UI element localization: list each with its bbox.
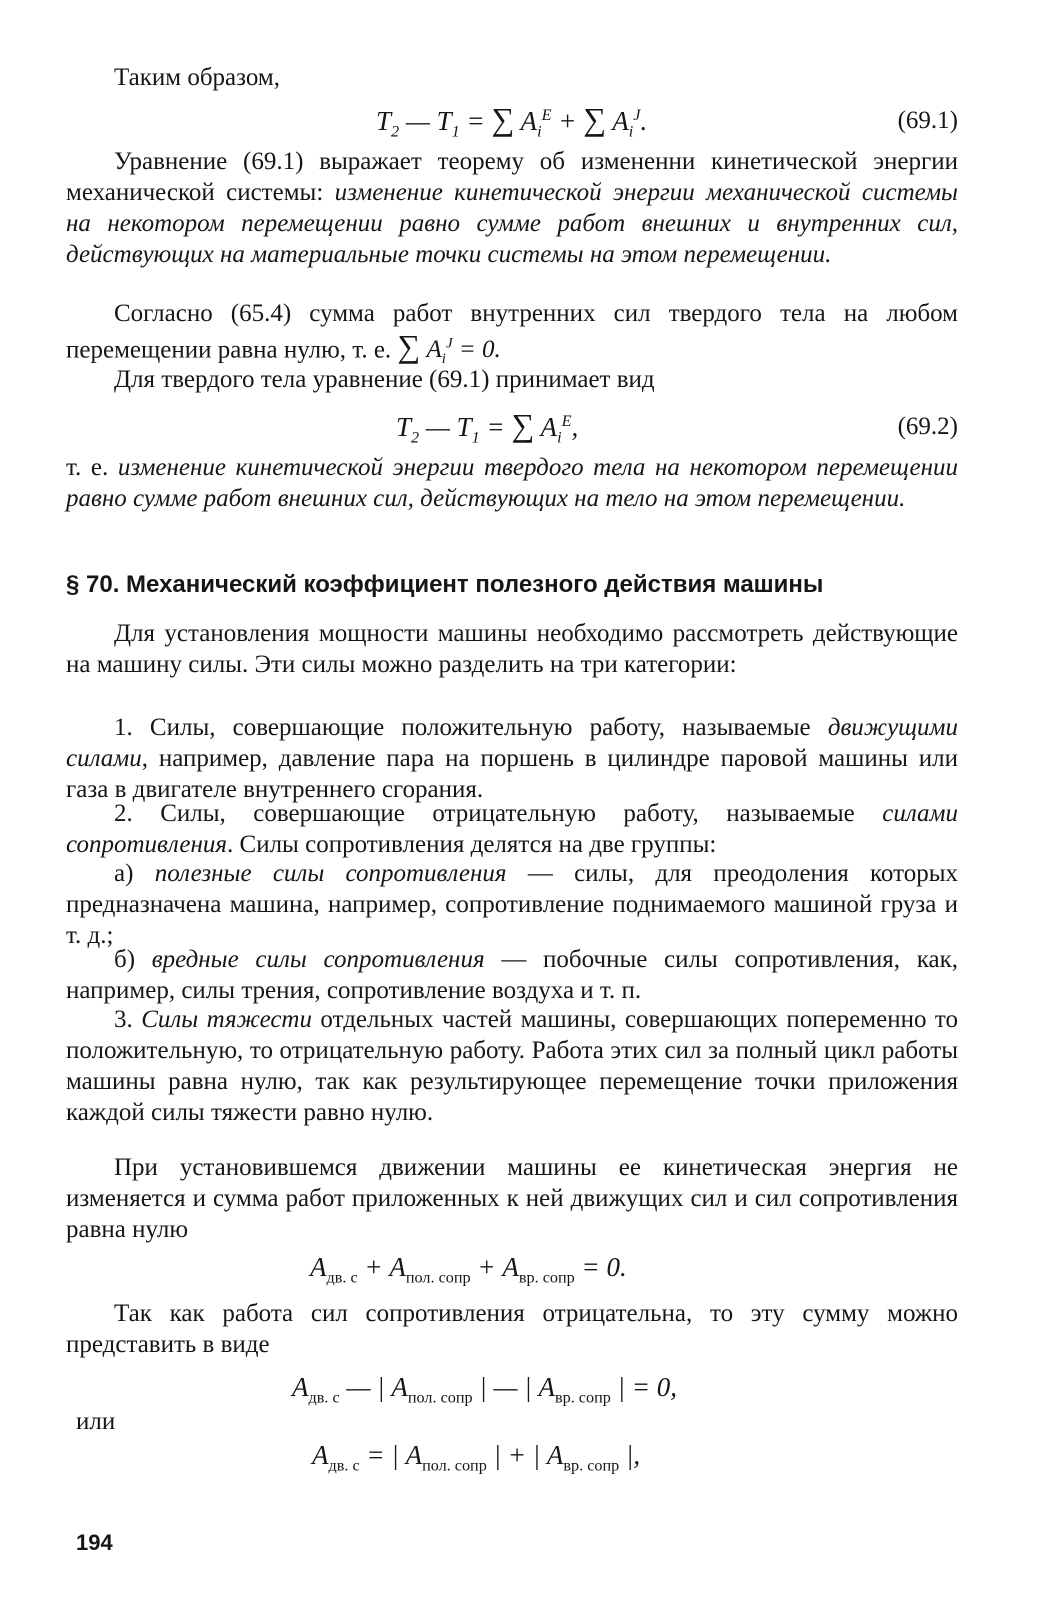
resistance-forces-item: 2. Силы, совершающие отрицательную работу, называемые силами сопротивления. Силы сопротивления делятся на две группы: [66,800,958,858]
equation-number: (69.2) [897,413,958,440]
internal-forces-paragraph: Согласно (65.4) сумма работ внутренних сил твердого тела на любом перемещении равна нулю, т. е. ∑ $A_i^J = 0$. [66,300,958,368]
theorem-paragraph: Уравнение (69.1) выражает теорему об измененни кинетической энергии механической системы: изменение кинетической энергии механической системы на некотором перемещении равно сумме работ внешних и внутренних сил, действующих на материальные точки системы на этом перемещении. [66,148,958,268]
rigid-body-paragraph: Для твердого тела уравнение (69.1) принимает вид [114,366,655,393]
absolute-work-equation: $A_{дв. с}$ — | $A_{пол. сопр}$ | — | $A_{вр. сопр}$ | = 0, [292,1372,677,1407]
equation-69-1: $T_2$ — $T_1$ = ∑ $A_i^E$ + ∑ $A_i^J$. [376,101,648,141]
or-word: или [76,1408,116,1435]
negative-work-paragraph: Так как работа сил сопротивления отрицательна, то эту сумму можно представить в виде [66,1300,958,1358]
harmful-resistance-item: б) вредные силы сопротивления — побочные силы сопротивления, как, например, силы трения, сопротивление воздуха и т. п. [66,946,959,1004]
steady-motion-paragraph: При установившемся движении машины ее кинетическая энергия не изменяется и сумма работ приложенных к ней движущих сил и сил сопротивления равна нулю [66,1154,958,1243]
rigid-body-theorem: т. е. изменение кинетической энергии твердого тела на некотором перемещении равно сумме работ внешних сил, действующих на тело на этом перемещении. [66,454,958,512]
page-number: 194 [76,1530,113,1555]
work-balance-equation: $A_{дв. с} + A_{пол. сопр} + A_{вр. сопр} = 0$. [310,1252,627,1287]
gravity-forces-item: 3. Силы тяжести отдельных частей машины, совершающих попеременно то положительную, то отрицательную работу. Работа этих сил за полный цикл работы машины равна нулю, так как результирующее перемещение точки приложения каждой силы тяжести равно нулю. [66,1006,958,1126]
driving-work-equation: $A_{дв. с}$ = | $A_{пол. сопр}$ | + | $A_{вр. сопр}$ |, [312,1440,641,1475]
useful-resistance-item: а) полезные силы сопротивления — силы, для преодоления которых предназначена машина, например, сопротивление поднимаемого машиной груза и т. д.; [66,860,958,949]
equation-69-2: $T_2$ — $T_1$ = ∑ $A_i^E$, [396,407,579,447]
forces-intro-paragraph: Для установления мощности машины необходимо рассмотреть действующие на машину силы. Эти силы можно разделить на три категории: [66,620,958,678]
section-heading: § 70. Механический коэффициент полезного действия машины [66,571,824,598]
driving-forces-item: 1. Силы, совершающие положительную работу, называемые движущими силами, например, давление пара на поршень в цилиндре паровой машины или газа в двигателе внутреннего сгорания. [66,714,958,803]
equation-number: (69.1) [897,107,958,134]
intro-text: Таким образом, [114,64,280,91]
